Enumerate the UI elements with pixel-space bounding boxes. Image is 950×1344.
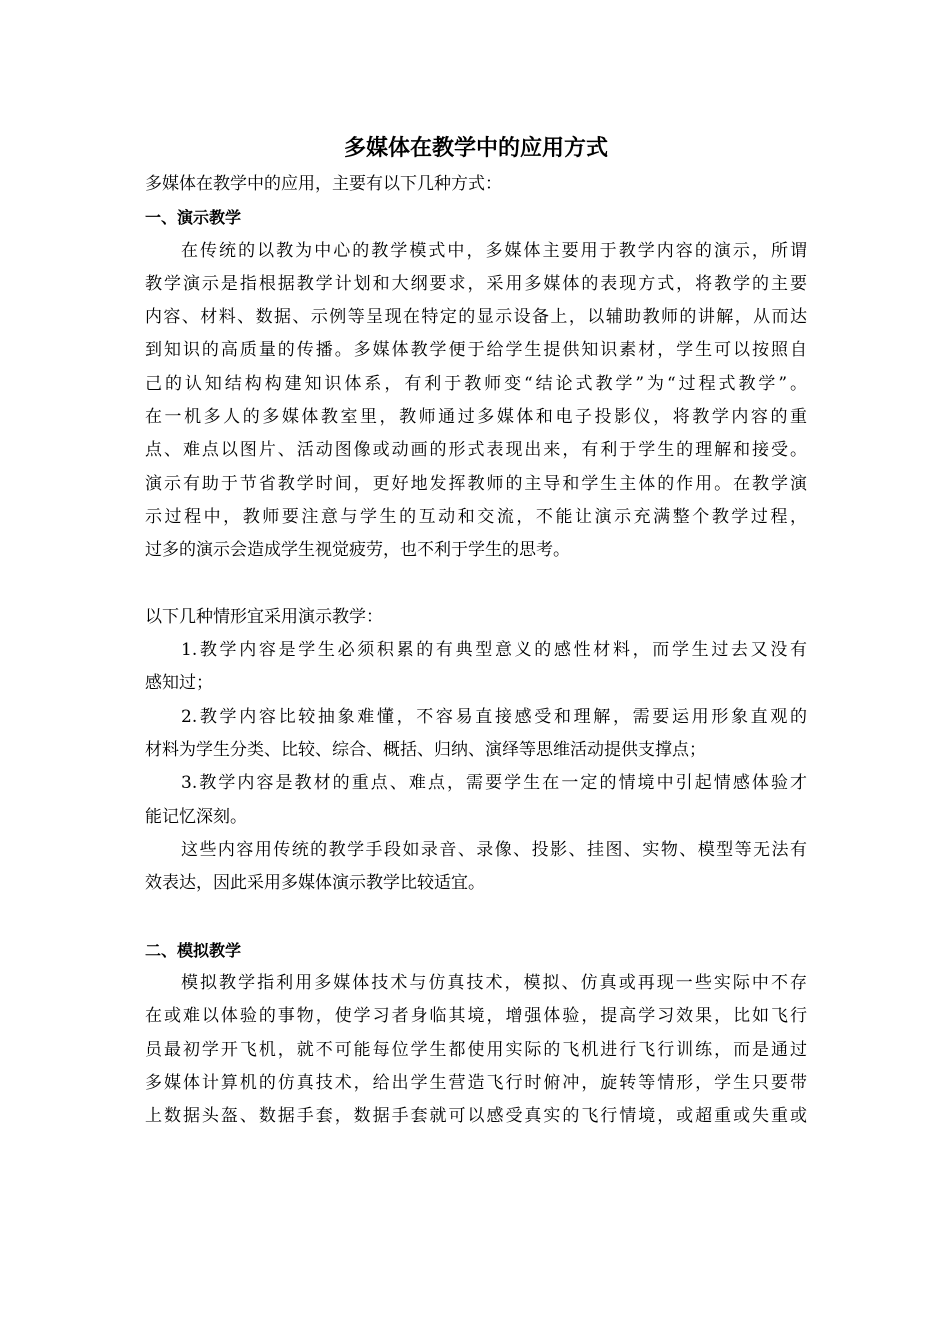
list-item-line: 1.教学内容是学生必须积累的有典型意义的感性材料，而学生过去又没有 [181, 640, 807, 661]
blank-line [145, 568, 807, 601]
document-page [145, 130, 807, 1134]
list-intro: 以下几种情形宜采用演示教学： [145, 606, 383, 627]
paragraph-line: 过多的演示会造成学生视觉疲劳，也不利于学生的思考。 [145, 540, 570, 561]
list-item-line: 2.教学内容比较抽象难懂，不容易直接感受和理解，需要运用形象直观的 [181, 706, 807, 727]
document-title: 多媒体在教学中的应用方式 [343, 136, 608, 161]
paragraph-line: 模拟教学指利用多媒体技术与仿真技术，模拟、仿真或再现一些实际中不存 [181, 973, 807, 994]
paragraph-line: 内容、材料、数据、示例等呈现在特定的显示设备上，以辅助教师的讲解，从而达 [145, 307, 807, 328]
section-heading-simulation: 二、模拟教学 [145, 940, 242, 960]
list-item-line: 能记忆深刻。 [145, 806, 247, 827]
paragraph-line: 员最初学开飞机，就不可能每位学生都使用实际的飞机进行飞行训练，而是通过 [145, 1039, 807, 1060]
list-item-line: 3.教学内容是教材的重点、难点，需要学生在一定的情境中引起情感体验才 [181, 773, 807, 794]
paragraph-line: 上数据头盔、数据手套，数据手套就可以感受真实的飞行情境，或超重或失重或 [145, 1106, 807, 1127]
paragraph-line: 教学演示是指根据教学计划和大纲要求，采用多媒体的表现方式，将教学的主要 [145, 273, 807, 294]
paragraph-line: 在一机多人的多媒体教室里，教师通过多媒体和电子投影仪，将教学内容的重 [145, 407, 807, 428]
paragraph-line: 在或难以体验的事物，使学习者身临其境，增强体验，提高学习效果，比如飞行 [145, 1006, 807, 1027]
section-heading-demo: 一、演示教学 [145, 208, 242, 228]
intro-text: 多媒体在教学中的应用，主要有以下几种方式： [145, 174, 502, 194]
list-item-1 [145, 634, 807, 701]
paragraph-line: 在传统的以教为中心的教学模式中，多媒体主要用于教学内容的演示，所谓 [181, 240, 807, 261]
blank-line [145, 901, 807, 934]
paragraph-line: 点、难点以图片、活动图像或动画的形式表现出来，有利于学生的理解和接受。 [145, 440, 807, 461]
closing-paragraph [145, 834, 807, 901]
paragraph-line: 到知识的高质量的传播。多媒体教学便于给学生提供知识素材，学生可以按照自 [145, 340, 807, 361]
list-item-3 [145, 767, 807, 834]
paragraph-line: 多媒体计算机的仿真技术，给出学生营造飞行时俯冲，旋转等情形，学生只要带 [145, 1073, 807, 1094]
list-item-2 [145, 701, 807, 768]
list-item-line: 材料为学生分类、比较、综合、概括、归纳、演绎等思维活动提供支撑点； [145, 740, 706, 761]
paragraph-line: 己的认知结构构建知识体系，有利于教师变“结论式教学”为“过程式教学”。 [145, 373, 807, 394]
paragraph-line: 示过程中，教师要注意与学生的互动和交流，不能让演示充满整个教学过程， [145, 506, 807, 527]
paragraph-line: 演示有助于节省教学时间，更好地发挥教师的主导和学生主体的作用。在教学演 [145, 473, 807, 494]
list-item-line: 感知过； [145, 673, 213, 694]
paragraph-line: 效表达，因此采用多媒体演示教学比较适宜。 [145, 873, 485, 894]
section2-paragraph [145, 967, 807, 1133]
paragraph-line: 这些内容用传统的教学手段如录音、录像、投影、挂图、实物、模型等无法有 [181, 839, 807, 860]
section1-paragraph [145, 235, 807, 568]
